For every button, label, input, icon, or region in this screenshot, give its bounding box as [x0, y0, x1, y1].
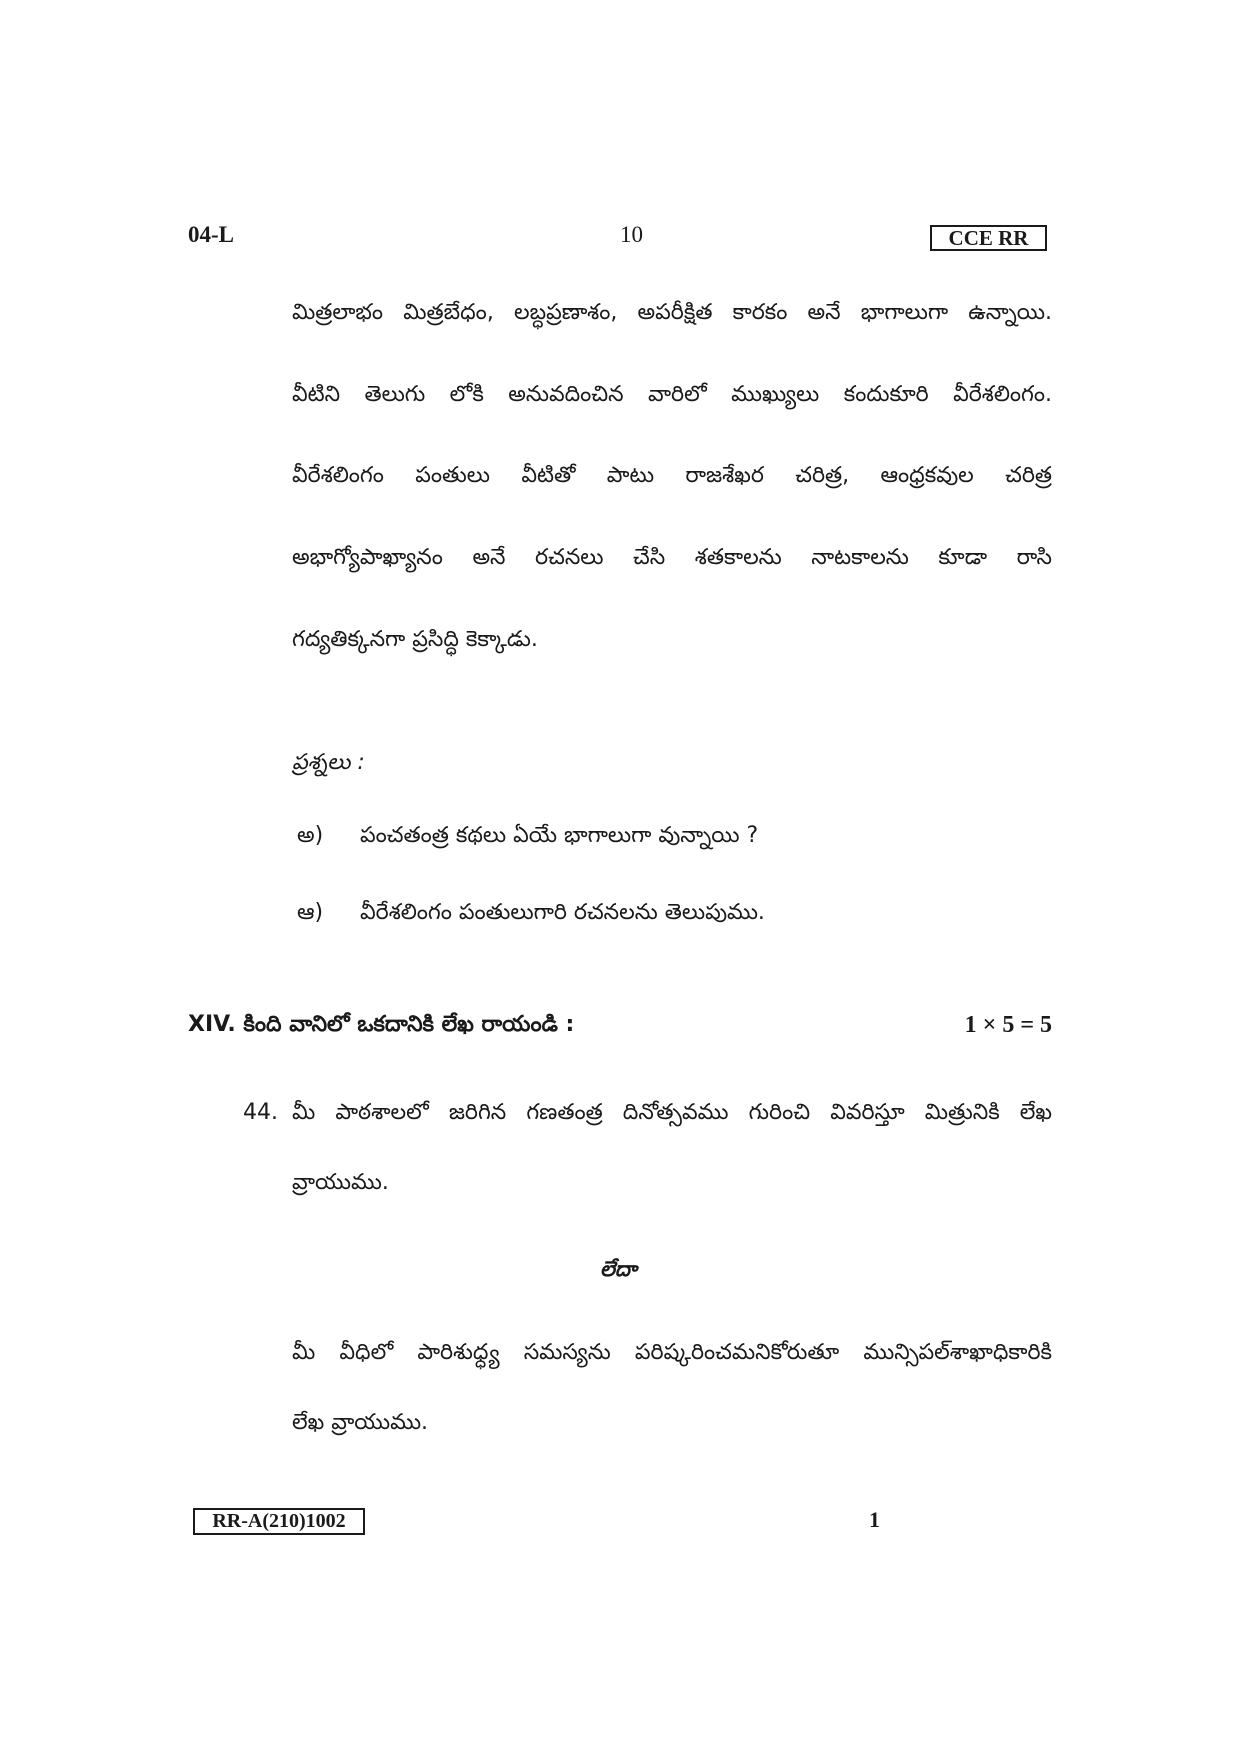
- section-number: XIV.: [188, 1012, 236, 1037]
- series-box: CCE RR: [930, 225, 1047, 251]
- footer-page-number: 1: [869, 1507, 880, 1532]
- questions-heading: ప్రశ్నలు :: [292, 750, 365, 775]
- question-44-line-2: వ్రాయుము.: [292, 1170, 389, 1195]
- question-44-line-1: మీ పాఠశాలలో జరిగిన గణతంత్ర దినోత్సవము గురించి వివరిస్తూ మిత్రునికి లేఖ: [292, 1100, 1052, 1125]
- passage-line-3: వీరేశలింగం పంతులు వీటితో పాటు రాజశేఖర చరిత్ర, ఆంధ్రకవుల చరిత్ర: [292, 463, 1052, 488]
- question-a-label: అ): [297, 823, 324, 848]
- question-a-text: పంచతంత్ర కథలు ఏయే భాగాలుగా వున్నాయి ?: [360, 823, 759, 848]
- section-heading-row: [188, 1012, 1052, 1042]
- paper-code: 04-L: [188, 222, 234, 247]
- alternative-line-2: లేఖ వ్రాయుము.: [292, 1410, 429, 1435]
- section-title: కింది వానిలో ఒకదానికి లేఖ రాయండి :: [243, 1012, 575, 1037]
- question-b-text: వీరేశలింగం పంతులుగారి రచనలను తెలుపుము.: [360, 900, 765, 925]
- alternative-line-1: మీ వీధిలో పారిశుధ్ధ్య సమస్యను పరిష్కరించమనికోరుతూ మున్సిపల్‌శాఖాధికారికి: [292, 1340, 1052, 1365]
- question-b-label: ఆ): [297, 900, 324, 925]
- question-44-number: 44.: [243, 1100, 278, 1125]
- passage-line-1: మిత్రలాభం మిత్రబేధం, లబ్ధప్రణాశం, అపరీక్షిత కారకం అనే భాగాలుగా ఉన్నాయి.: [292, 300, 1052, 325]
- footer-code-box: RR-A(210)1002: [193, 1508, 365, 1535]
- passage-line-2: వీటిని తెలుగు లోకి అనువదించిన వారిలో ముఖ్యులు కందుకూరి వీరేశలింగం.: [292, 382, 1052, 407]
- page-number: 10: [620, 222, 643, 247]
- passage-line-5: గద్యతిక్కనగా ప్రసిద్ధి కెక్కాడు.: [292, 627, 538, 652]
- passage-line-4: అభాగ్యోపాఖ్యానం అనే రచనలు చేసి శతకాలను నాటకాలను కూడా రాసి: [292, 545, 1052, 570]
- or-label: లేదా: [600, 1257, 637, 1281]
- section-marks: 1 × 5 = 5: [964, 1012, 1052, 1038]
